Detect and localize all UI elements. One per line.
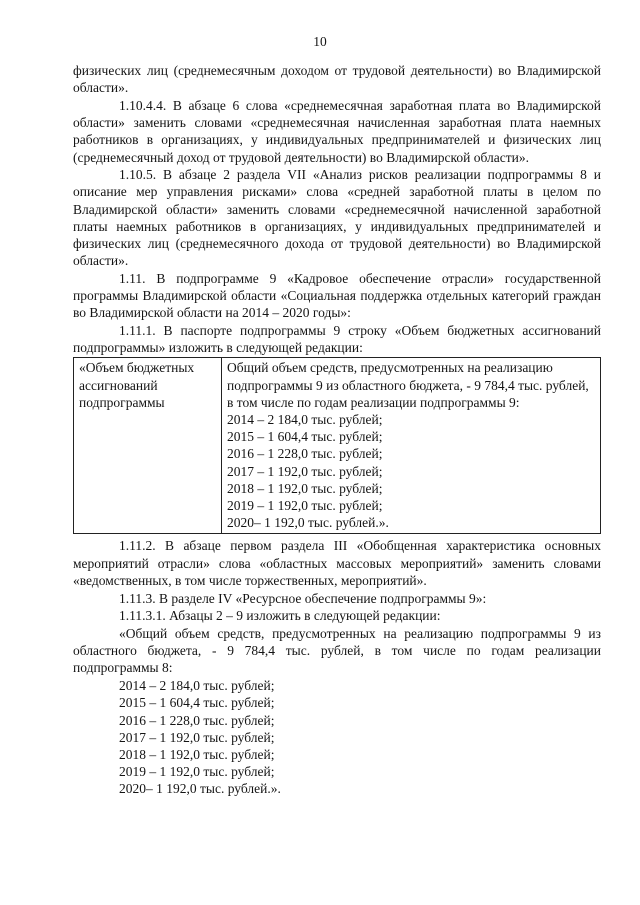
paragraph-1-10-5: 1.10.5. В абзаце 2 раздела VII «Анализ рисков реализации подпрограммы 8 и описание мер управления рисками» слова «средней заработной платы в целом по Владимирской области» заменить словами «среднемесячной начисленной заработной платы наемных работников в организациях, у индивидуальных предпринимателей и физических лиц (среднемесячного дохода от трудовой деятельности) во Владимирской области».	[73, 167, 601, 269]
table-value-cell	[222, 358, 601, 534]
year-line: 2015 – 1 604,4 тыс. рублей;	[119, 695, 275, 711]
table-year-line: 2015 – 1 604,4 тыс. рублей;	[227, 429, 383, 445]
table-label-cell: «Объем бюджетных ассигнований подпрограммы	[74, 358, 222, 534]
page-number: 10	[313, 34, 327, 49]
table-year-line: 2020– 1 192,0 тыс. рублей.».	[227, 515, 389, 531]
year-line: 2018 – 1 192,0 тыс. рублей;	[119, 746, 275, 762]
table-year-line: 2019 – 1 192,0 тыс. рублей;	[227, 498, 383, 514]
table-year-line: 2018 – 1 192,0 тыс. рублей;	[227, 480, 383, 496]
paragraph-1-11-1: 1.11.1. В паспорте подпрограммы 9 строку «Объем бюджетных ассигнований подпрограммы» изложить в следующей редакции:	[73, 323, 601, 356]
year-line: 2016 – 1 228,0 тыс. рублей;	[119, 712, 275, 728]
paragraph-quoted-total: «Общий объем средств, предусмотренных на реализацию подпрограммы 9 из областного бюджета, - 9 784,4 тыс. рублей, в том числе по годам реализации подпрограммы 8:	[73, 626, 601, 676]
table-row	[74, 358, 601, 534]
paragraph-1-11-2: 1.11.2. В абзаце первом раздела III «Обобщенная характеристика основных мероприятий отрасли» слова «областных массовых мероприятий» заменить словами «ведомственных, в том числе торжественных, мероприятий».	[73, 538, 601, 588]
table-intro-text: Общий объем средств, предусмотренных на реализацию подпрограммы 9 из областного бюджета, - 9 784,4 тыс. рублей, в том числе по годам реализации подпрограммы 9:	[227, 360, 589, 410]
table-year-line: 2014 – 2 184,0 тыс. рублей;	[227, 412, 383, 428]
paragraph-1-11: 1.11. В подпрограмме 9 «Кадровое обеспечение отрасли» государственной программы Владимирской области «Социальная поддержка отдельных категорий граждан во Владимирской области на 2014 – 2020 годы»:	[73, 270, 601, 321]
table-year-line: 2016 – 1 228,0 тыс. рублей;	[227, 446, 383, 462]
year-line: 2020– 1 192,0 тыс. рублей.».	[119, 781, 281, 797]
table-year-line: 2017 – 1 192,0 тыс. рублей;	[227, 463, 383, 479]
year-line: 2014 – 2 184,0 тыс. рублей;	[119, 678, 275, 694]
years-list	[73, 677, 601, 797]
document-body	[73, 62, 601, 798]
budget-allocation-table	[73, 357, 601, 534]
paragraph-1-11-3: 1.11.3. В разделе IV «Ресурсное обеспечение подпрограммы 9»:	[119, 590, 487, 606]
year-line: 2019 – 1 192,0 тыс. рублей;	[119, 764, 275, 780]
year-line: 2017 – 1 192,0 тыс. рублей;	[119, 729, 275, 745]
paragraph-continuation: физических лиц (среднемесячным доходом от трудовой деятельности) во Владимирской области».	[73, 63, 601, 96]
paragraph-1-11-3-1: 1.11.3.1. Абзацы 2 – 9 изложить в следующей редакции:	[119, 608, 441, 624]
paragraph-1-10-4-4: 1.10.4.4. В абзаце 6 слова «среднемесячная заработная плата во Владимирской области» заменить словами «среднемесячная начисленная заработная плата наемных работников в организациях, у индивидуальных предпринимателей и физических лиц (среднемесячный доход от трудовой деятельности) во Владимирской области».	[73, 97, 601, 165]
